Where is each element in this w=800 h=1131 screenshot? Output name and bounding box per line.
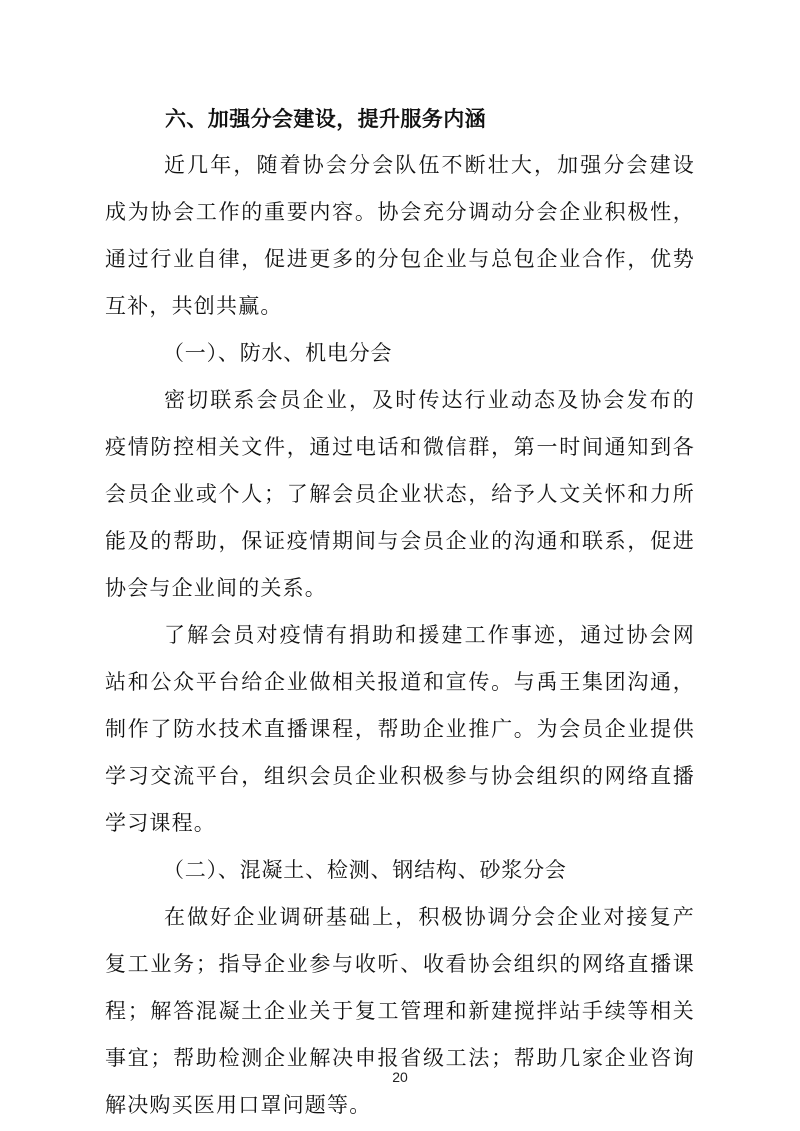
section-heading: 六、加强分会建设，提升服务内涵 bbox=[165, 107, 486, 131]
subsection-title-1: （一）、防水、机电分会 bbox=[163, 341, 393, 365]
subsection-1-paragraph-2: 了解会员对疫情有捐助和援建工作事迹，通过协会网站和公众平台给企业做相关报道和宣传。与禹王集团沟通，制作了防水技术直播课程，帮助企业推广。为会员企业提供学习交流平台，组织会员企业积极参与协会组织的网络直播学习课程。 bbox=[105, 623, 695, 835]
subsection-1-paragraph-1: 密切联系会员企业，及时传达行业动态及协会发布的疫情防控相关文件，通过电话和微信群，第一时间通知到各会员企业或个人；了解会员企业状态，给予人文关怀和力所能及的帮助，保证疫情期间与会员企业的沟通和联系，促进协会与企业间的关系。 bbox=[105, 388, 695, 600]
page-number: 20 bbox=[392, 1069, 408, 1085]
intro-paragraph: 近几年，随着协会分会队伍不断壮大，加强分会建设成为协会工作的重要内容。协会充分调动分会企业积极性，通过行业自律，促进更多的分包企业与总包企业合作，优势互补，共创共赢。 bbox=[105, 153, 695, 318]
subsection-title-2: （二）、混凝土、检测、钢结构、砂浆分会 bbox=[163, 858, 567, 882]
subsection-2-paragraph-1: 在做好企业调研基础上，积极协调分会企业对接复产复工业务；指导企业参与收听、收看协会组织的网络直播课程；解答混凝土企业关于复工管理和新建搅拌站手续等相关事宜；帮助检测企业解决申报省级工法；帮助几家企业咨询解决购买医用口罩问题等。 bbox=[105, 905, 695, 1117]
document-body bbox=[105, 100, 695, 1129]
